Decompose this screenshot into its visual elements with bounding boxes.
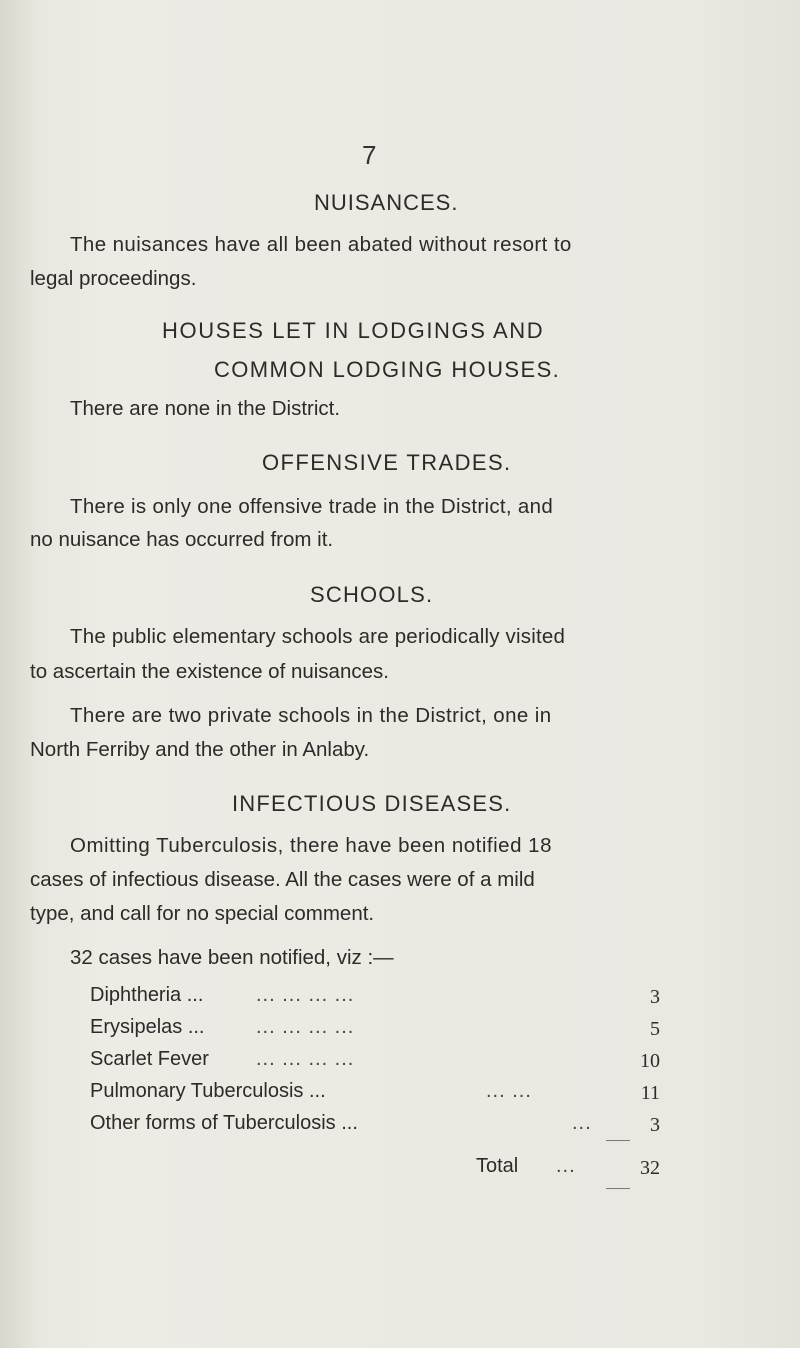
total-label: Total (476, 1155, 519, 1177)
leader-dots: ... ... ... ... (256, 1048, 355, 1070)
disease-label: Other forms of Tuberculosis ... (90, 1112, 358, 1134)
paragraph-line: There are none in the District. (70, 397, 341, 420)
disease-count: 3 (650, 1114, 660, 1136)
heading-schools: SCHOOLS. (310, 582, 434, 607)
sum-rule-bottom (606, 1188, 630, 1189)
heading-offensive-trades: OFFENSIVE TRADES. (262, 450, 512, 475)
sum-rule-top (606, 1140, 630, 1141)
heading-houses-line1: HOUSES LET IN LODGINGS AND (162, 318, 545, 343)
paragraph-line: There are two private schools in the District, one in (70, 704, 552, 727)
heading-houses-line2: COMMON LODGING HOUSES. (214, 357, 561, 382)
page-number: 7 (362, 140, 377, 170)
disease-label: Erysipelas ... (90, 1016, 205, 1038)
heading-nuisances: NUISANCES. (314, 190, 459, 215)
paragraph-line: There is only one offensive trade in the District, and (70, 495, 554, 518)
disease-count: 10 (640, 1050, 660, 1072)
paragraph-line: The nuisances have all been abated without resort to (70, 233, 572, 256)
paragraph-line: North Ferriby and the other in Anlaby. (30, 738, 370, 761)
heading-infectious-diseases: INFECTIOUS DISEASES. (232, 791, 512, 816)
paragraph-line: type, and call for no special comment. (30, 902, 375, 925)
leader-dots: ... (556, 1155, 576, 1177)
disease-count: 5 (650, 1018, 660, 1040)
disease-label: Diphtheria ... (90, 984, 204, 1006)
total-count: 32 (640, 1157, 660, 1179)
paragraph-line: to ascertain the existence of nuisances. (30, 660, 389, 683)
leader-dots: ... ... ... ... (256, 984, 355, 1006)
disease-label: Pulmonary Tuberculosis ... (90, 1080, 326, 1102)
disease-count: 11 (640, 1082, 660, 1104)
paragraph-line: 32 cases have been notified, viz :— (70, 946, 394, 969)
paragraph-line: The public elementary schools are periodically visited (70, 625, 566, 648)
paragraph-line: no nuisance has occurred from it. (30, 528, 334, 551)
disease-count: 3 (650, 986, 660, 1008)
paragraph-line: Omitting Tuberculosis, there have been notified 18 (70, 834, 552, 857)
leader-dots: ... (572, 1112, 592, 1134)
disease-label: Scarlet Fever (90, 1048, 209, 1070)
paragraph-line: cases of infectious disease. All the cases were of a mild (30, 868, 535, 891)
leader-dots: ... ... ... ... (256, 1016, 355, 1038)
paragraph-line: legal proceedings. (30, 267, 197, 290)
leader-dots: ... ... (486, 1080, 532, 1102)
